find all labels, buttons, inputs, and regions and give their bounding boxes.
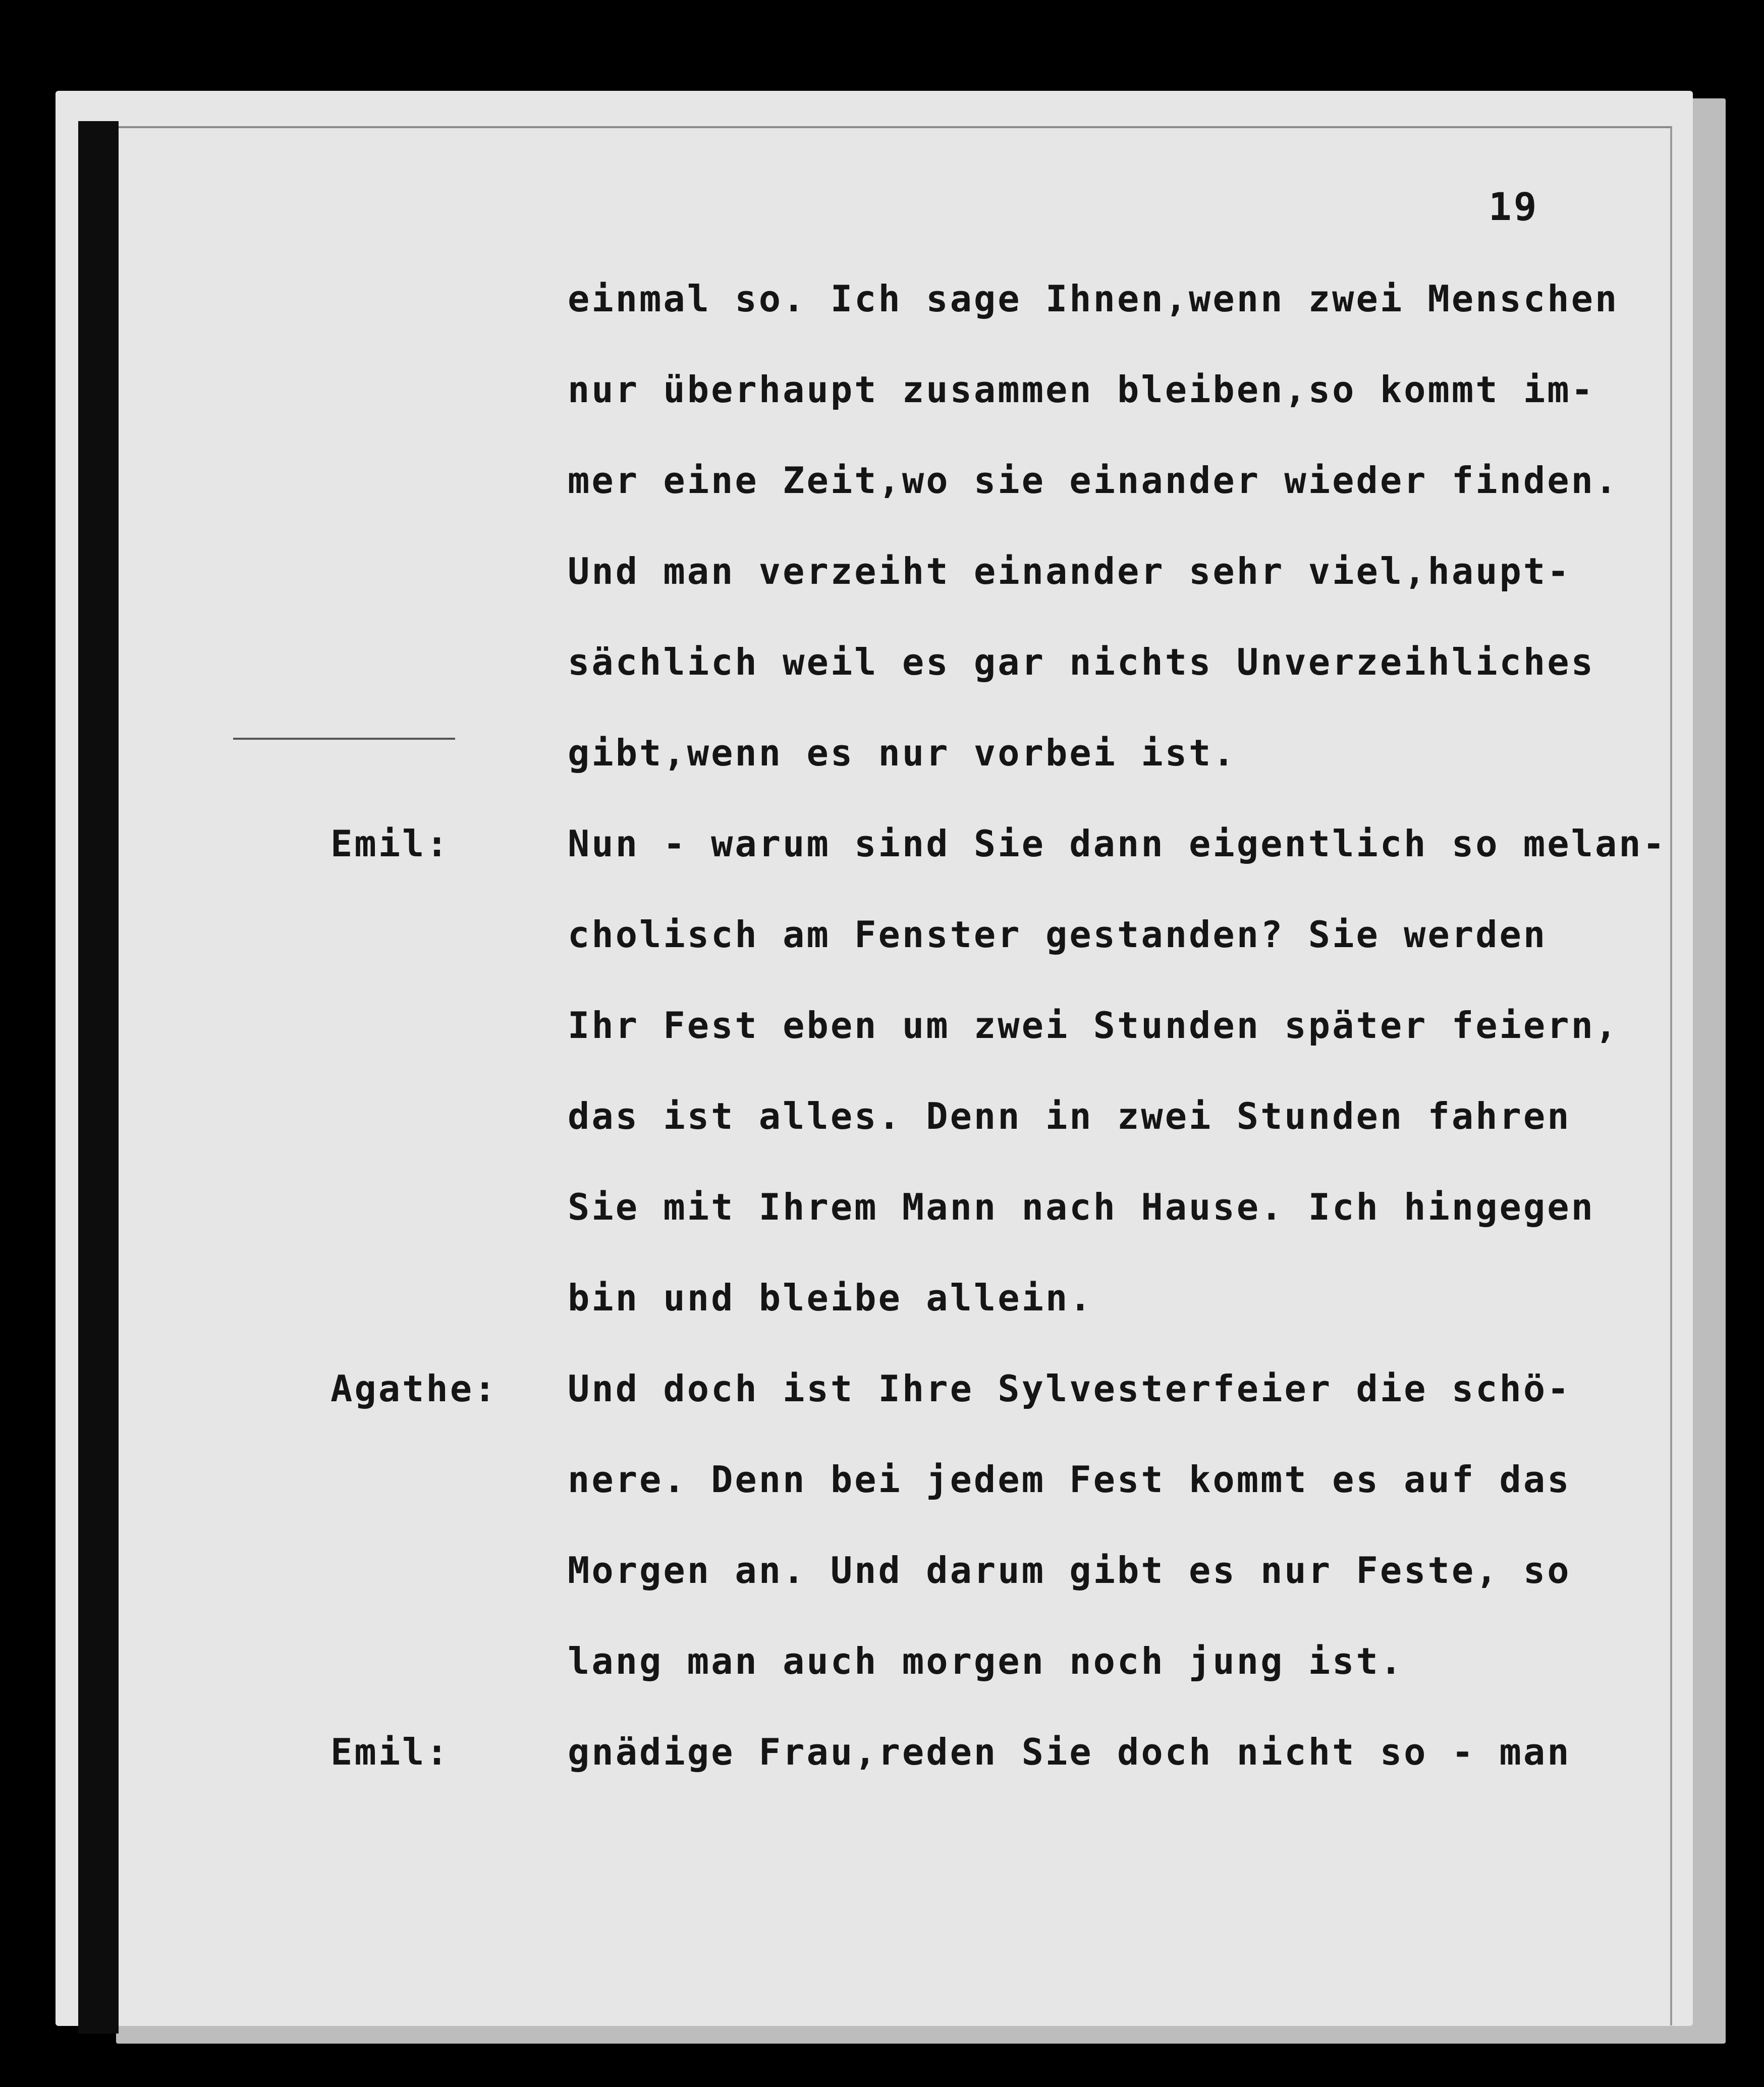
text-line-3: mer eine Zeit,wo sie einander wieder finden. (568, 459, 1619, 502)
text-line-4: Und man verzeiht einander sehr viel,haupt- (568, 550, 1571, 592)
text-line-6: gibt,wenn es nur vorbei ist. (568, 732, 1237, 774)
text-line-1: einmal so. Ich sage Ihnen,wenn zwei Menschen (568, 278, 1619, 320)
text-line-16: lang man auch morgen noch jung ist. (568, 1640, 1404, 1682)
text-line-11: Sie mit Ihrem Mann nach Hause. Ich hingegen (568, 1186, 1595, 1228)
text-line-15: Morgen an. Und darum gibt es nur Feste, so (568, 1549, 1571, 1591)
text-line-9: Ihr Fest eben um zwei Stunden später feiern, (568, 1004, 1619, 1047)
speaker-label-emil-2: Emil: (330, 1731, 450, 1773)
binding-edge (78, 121, 119, 2034)
text-line-12: bin und bleibe allein. (568, 1277, 1093, 1319)
text-line-8: cholisch am Fenster gestanden? Sie werden (568, 913, 1548, 956)
pen-mark (233, 738, 455, 740)
text-line-14: nere. Denn bei jedem Fest kommt es auf das (568, 1458, 1571, 1501)
text-line-7: Nun - warum sind Sie dann eigentlich so melan- (568, 822, 1667, 865)
text-line-2: nur überhaupt zusammen bleiben,so kommt im- (568, 368, 1595, 411)
text-line-10: das ist alles. Denn in zwei Stunden fahren (568, 1095, 1571, 1137)
text-line-17: gnädige Frau,reden Sie doch nicht so - man (568, 1731, 1571, 1773)
text-line-13: Und doch ist Ihre Sylvesterfeier die schö- (568, 1367, 1571, 1410)
page-number: 19 (1489, 184, 1539, 229)
speaker-label-emil: Emil: (330, 822, 450, 865)
text-line-5: sächlich weil es gar nichts Unverzeihliches (568, 641, 1595, 683)
speaker-label-agathe: Agathe: (330, 1367, 498, 1410)
